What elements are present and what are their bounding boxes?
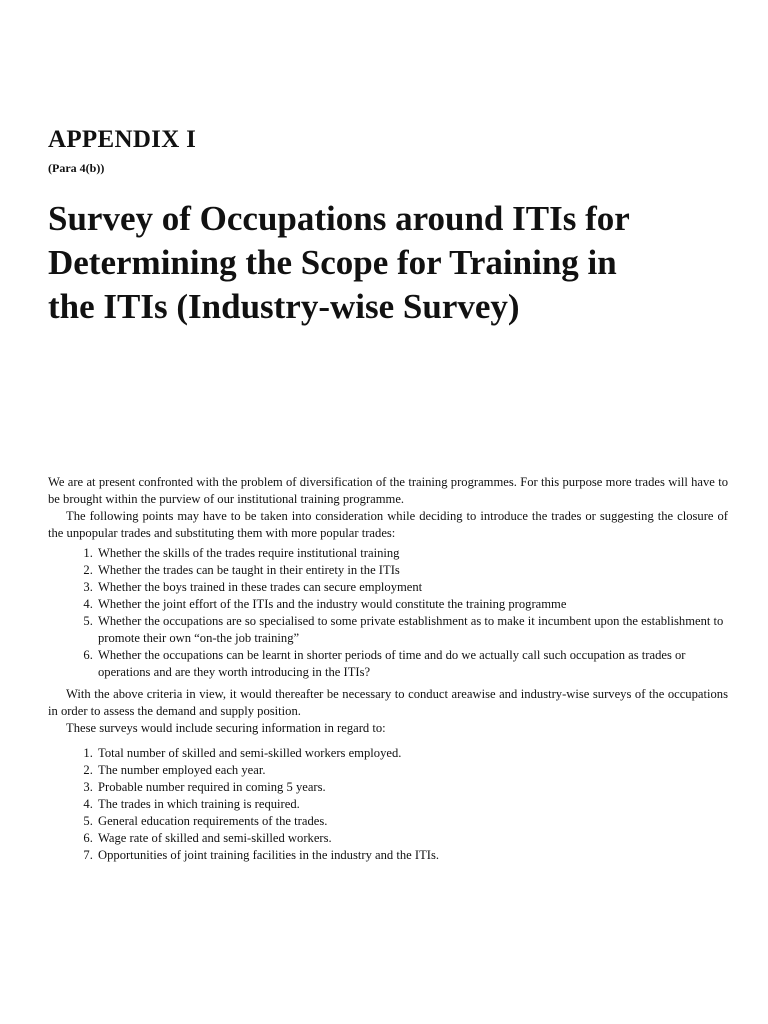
points-intro-paragraph: The following points may have to be taken into consideration while deciding to introduce the trades or suggesting the closure of the unpopular trades and substituting them with more popular trades: [48,509,728,540]
document-title [48,197,728,329]
paragraph-reference: (Para 4(b)) [48,161,105,175]
title-line: Determining the Scope for Training in [48,243,617,282]
considerations-list [48,545,728,681]
list-item: 5. General education requirements of the trades. [96,813,728,830]
list-item: 2. Whether the trades can be taught in their entirety in the ITIs [96,562,728,579]
list-item: 1. Total number of skilled and semi-skilled workers employed. [96,745,728,762]
body-text [48,474,728,868]
intro-paragraph: We are at present confronted with the problem of diversification of the training programmes. For this purpose more trades will have to be brought within the purview of our institutional training programme. [48,475,728,506]
survey-information-list [48,745,728,864]
list-item: 5. Whether the occupations are so specialised to some private establishment as to make it incumbent upon the establishment to promote their own “on-the job training” [96,613,728,647]
list-item: 4. The trades in which training is required. [96,796,728,813]
list-item: 6. Whether the occupations can be learnt in shorter periods of time and do we actually call such occupation as trades or operations and are they worth introducing in the ITIs? [96,647,728,681]
surveys-intro-paragraph: These surveys would include securing information in regard to: [66,721,386,735]
list-item: 6. Wage rate of skilled and semi-skilled workers. [96,830,728,847]
title-line: the ITIs (Industry-wise Survey) [48,287,520,326]
list-item: 2. The number employed each year. [96,762,728,779]
list-item: 1. Whether the skills of the trades require institutional training [96,545,728,562]
list-item: 7. Opportunities of joint training facilities in the industry and the ITIs. [96,847,728,864]
title-line: Survey of Occupations around ITIs for [48,199,630,238]
list-item: 3. Probable number required in coming 5 years. [96,779,728,796]
list-item: 4. Whether the joint effort of the ITIs and the industry would constitute the training programme [96,596,728,613]
appendix-heading: APPENDIX I [48,126,197,153]
criteria-paragraph: With the above criteria in view, it would thereafter be necessary to conduct areawise and industry-wise surveys of the occupations in order to assess the demand and supply position. [48,687,728,718]
list-item: 3. Whether the boys trained in these trades can secure employment [96,579,728,596]
